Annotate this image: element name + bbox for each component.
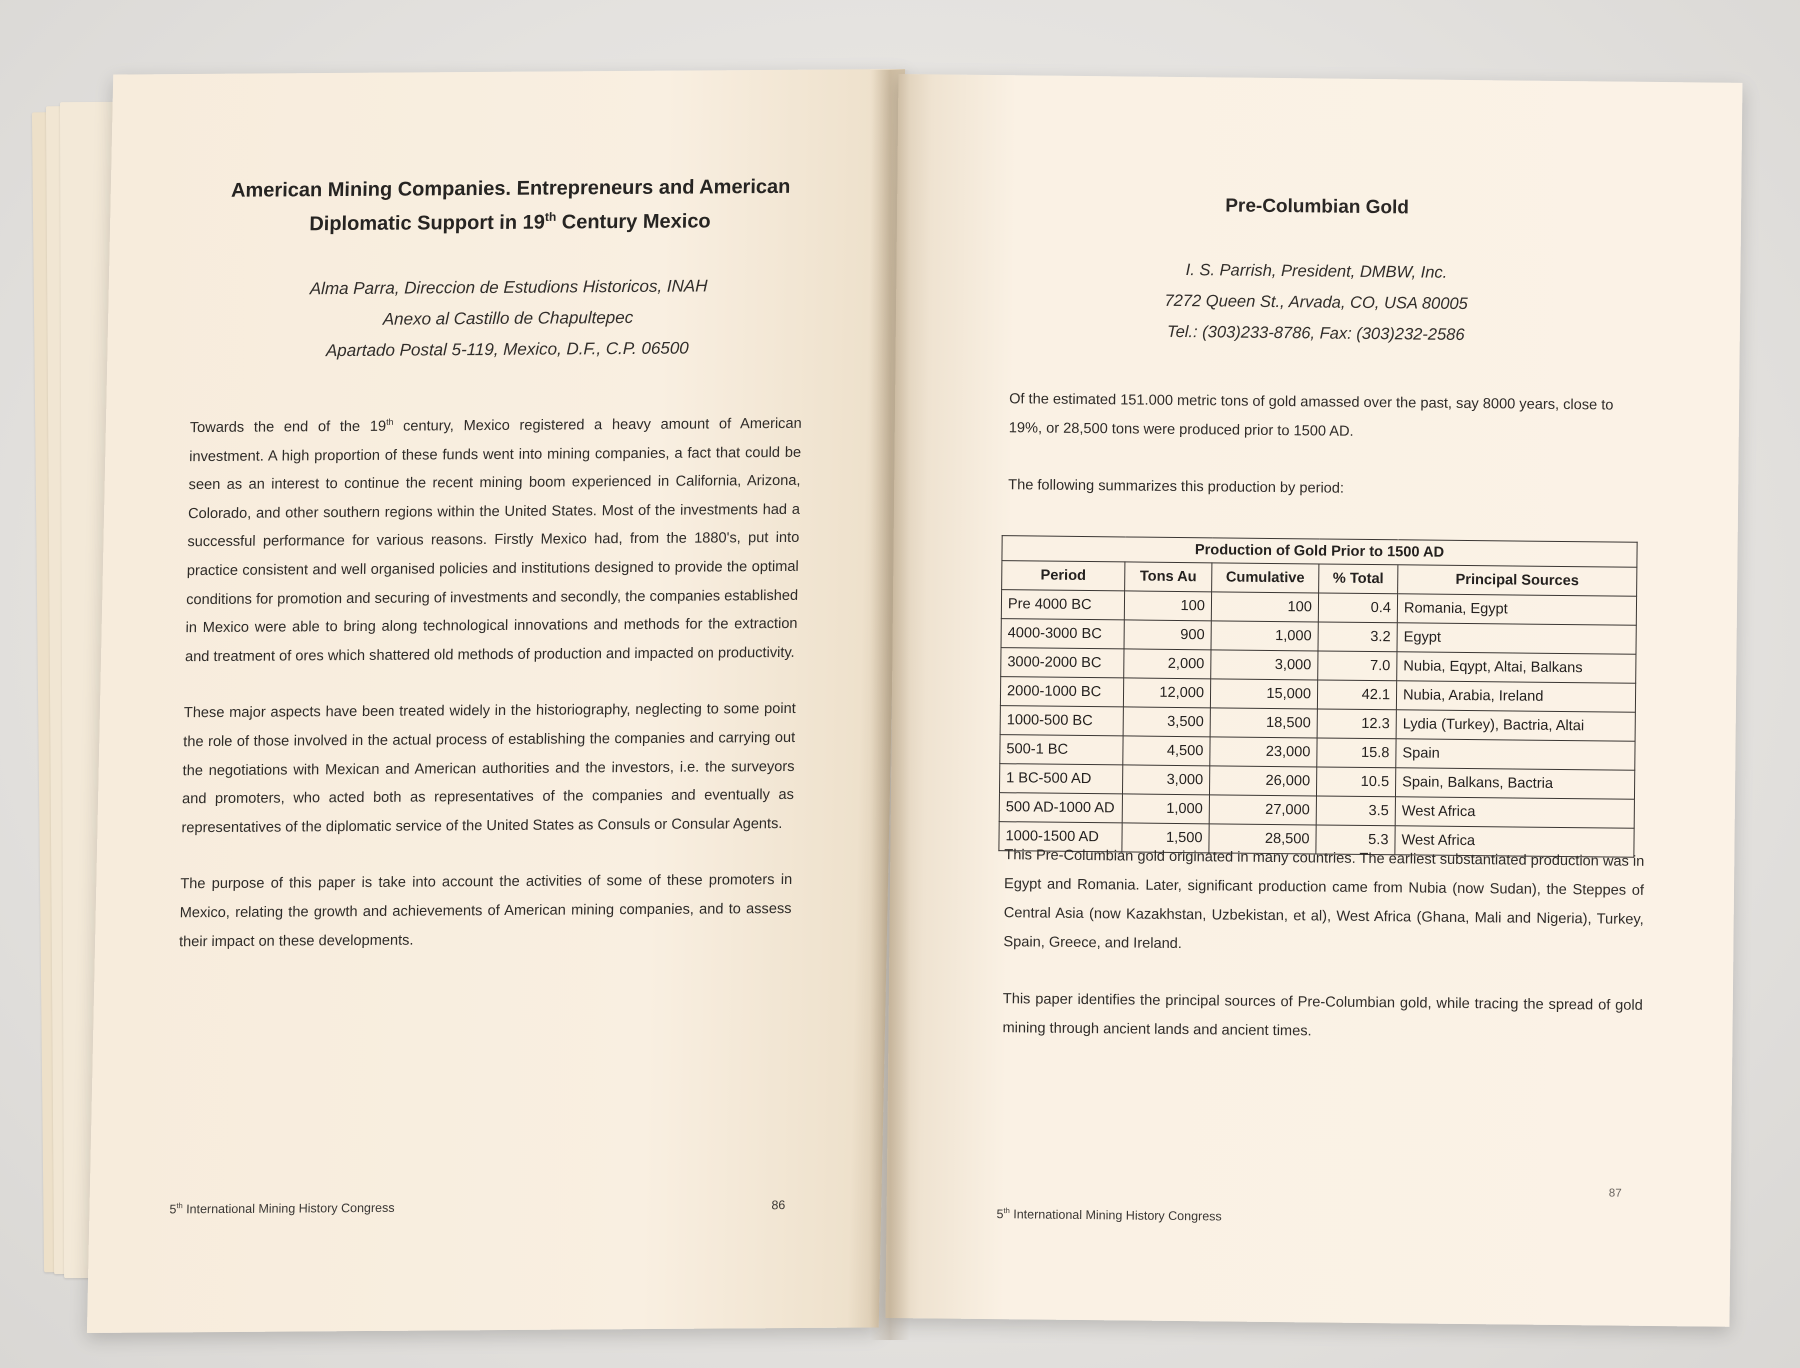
cell-sources: Nubia, Eqypt, Altai, Balkans bbox=[1397, 652, 1636, 684]
cell-tons: 1,000 bbox=[1122, 794, 1209, 824]
cell-percent: 12.3 bbox=[1317, 709, 1396, 739]
column-header-sources: Principal Sources bbox=[1398, 565, 1637, 597]
paper-title: Pre-Columbian Gold bbox=[1225, 195, 1410, 219]
cell-period: 1000-1500 AD bbox=[999, 822, 1122, 852]
cell-percent: 3.2 bbox=[1318, 622, 1397, 652]
cell-tons: 1,500 bbox=[1122, 823, 1209, 853]
footer-superscript: th bbox=[176, 1201, 183, 1211]
cell-cumulative: 27,000 bbox=[1209, 795, 1316, 825]
cell-cumulative: 26,000 bbox=[1209, 766, 1316, 796]
cell-period: Pre 4000 BC bbox=[1001, 590, 1124, 620]
left-page bbox=[87, 69, 905, 1333]
author-line: Tel.: (303)233-8786, Fax: (303)232-2586 bbox=[1166, 322, 1465, 344]
cell-sources: West Africa bbox=[1395, 826, 1634, 858]
page-number: 87 bbox=[1608, 1187, 1622, 1200]
cell-period: 1000-500 BC bbox=[1000, 706, 1123, 736]
paragraph: Of the estimated 151.000 metric tons of gold amassed over the past, say 8000 years, close to 19%, or 28,500 tons were produced prior to 1500 AD. bbox=[1008, 391, 1614, 440]
title-line-2 bbox=[210, 204, 811, 242]
cell-percent: 3.5 bbox=[1316, 796, 1395, 826]
cell-cumulative: 1,000 bbox=[1211, 621, 1318, 651]
title-line-2-rest: Century Mexico bbox=[555, 210, 711, 234]
author-line: I. S. Parrish, President, DMBW, Inc. bbox=[1185, 261, 1448, 282]
author-line: 7272 Queen St., Arvada, CO, USA 80005 bbox=[1164, 291, 1468, 314]
table-caption: Production of Gold Prior to 1500 AD bbox=[1002, 536, 1637, 568]
cell-sources: Lydia (Turkey), Bactria, Altai bbox=[1396, 710, 1635, 742]
cell-percent: 15.8 bbox=[1317, 738, 1396, 768]
intro-text bbox=[1008, 385, 1649, 535]
cell-sources: West Africa bbox=[1395, 797, 1634, 829]
paragraph-text: century, Mexico registered a heavy amount of American investment. A high proportion of these funds went into mining companies, a fact that could be seen as an interest to continue the recent mining boom experienced in California, Arizona, Colorado, and other southern regions within the United States. Most of the investments had a successful performance for various reasons. Firstly Mexico had, from the 1880's, put into practice consistent and well organised policies and institutions designed to provide the optimal conditions for promotion and securing of investments and secondly, the companies established in Mexico were able to bring along technological innovations and methods for the extraction and treatment of ores which shattered old methods of production and impacted on productivity. bbox=[184, 415, 802, 665]
footer-ordinal: 5 bbox=[996, 1207, 1004, 1222]
page-footer bbox=[169, 1198, 800, 1217]
table-body bbox=[999, 590, 1637, 858]
author-line: Apartado Postal 5-119, Mexico, D.F., C.P. 06500 bbox=[325, 338, 689, 361]
right-page bbox=[885, 74, 1742, 1327]
author-line: Anexo al Castillo de Chapultepec bbox=[382, 307, 634, 329]
cell-tons: 4,500 bbox=[1123, 736, 1210, 766]
cell-cumulative: 28,500 bbox=[1209, 824, 1316, 854]
conclusion-text bbox=[1002, 841, 1644, 1078]
cell-period: 3000-2000 BC bbox=[1001, 648, 1124, 678]
cell-tons: 3,500 bbox=[1123, 707, 1210, 737]
paragraph: The purpose of this paper is take into account the activities of some of these promoters in Mexico, relating the growth and achievements of American mining companies, and to assess their impact on these developments. bbox=[178, 872, 793, 950]
cell-period: 1 BC-500 AD bbox=[999, 764, 1122, 794]
cell-percent: 10.5 bbox=[1316, 767, 1395, 797]
title-line-1: American Mining Companies. Entrepreneurs and American bbox=[230, 175, 791, 202]
cell-percent: 7.0 bbox=[1318, 651, 1397, 681]
page-footer bbox=[996, 1187, 1637, 1228]
footer-text: International Mining History Congress bbox=[1009, 1207, 1222, 1224]
paragraph: This Pre-Columbian gold originated in many countries. The earliest substantiated production was in Egypt and Romania. Later, significant production came from Nubia (now Sudan), the Steppes of Central Asia (now Kazakhstan, Uzbekistan, et al), West Africa (Ghana, Mali and Nigeria), Turkey, Spain, Greece, and Ireland. bbox=[1003, 847, 1645, 953]
paper-title bbox=[210, 170, 811, 242]
cell-period: 4000-3000 BC bbox=[1001, 619, 1124, 649]
cell-period: 2000-1000 BC bbox=[1000, 677, 1123, 707]
cell-tons: 3,000 bbox=[1122, 765, 1209, 795]
footer-congress bbox=[169, 1201, 394, 1217]
column-header-percent: % Total bbox=[1319, 564, 1398, 594]
cell-cumulative: 23,000 bbox=[1210, 737, 1317, 767]
cell-percent: 0.4 bbox=[1318, 593, 1397, 623]
cell-cumulative: 3,000 bbox=[1211, 650, 1318, 680]
cell-cumulative: 15,000 bbox=[1210, 679, 1317, 709]
cell-sources: Spain bbox=[1396, 739, 1635, 771]
cell-cumulative: 100 bbox=[1211, 592, 1318, 622]
cell-period: 500-1 BC bbox=[1000, 735, 1123, 765]
column-header-tons: Tons Au bbox=[1125, 562, 1212, 592]
cell-sources: Nubia, Arabia, Ireland bbox=[1396, 681, 1635, 713]
cell-period: 500 AD-1000 AD bbox=[999, 793, 1122, 823]
gold-production-table bbox=[998, 535, 1637, 858]
cell-sources: Spain, Balkans, Bactria bbox=[1395, 768, 1634, 800]
column-header-period: Period bbox=[1002, 561, 1125, 591]
paragraph: The following summarizes this production by period: bbox=[1008, 477, 1345, 497]
cell-tons: 900 bbox=[1124, 620, 1211, 650]
cell-percent: 42.1 bbox=[1317, 680, 1396, 710]
footer-superscript: th bbox=[1003, 1206, 1010, 1216]
cell-tons: 100 bbox=[1124, 591, 1211, 621]
footer-ordinal: 5 bbox=[169, 1202, 177, 1217]
cell-tons: 2,000 bbox=[1124, 649, 1211, 679]
cell-tons: 12,000 bbox=[1123, 678, 1210, 708]
cell-sources: Egypt bbox=[1397, 623, 1636, 655]
cell-sources: Romania, Egypt bbox=[1397, 594, 1636, 626]
title-line-2-text: Diplomatic Support in 19 bbox=[309, 211, 546, 236]
footer-congress bbox=[997, 1207, 1222, 1223]
body-text bbox=[178, 410, 802, 985]
author-line: Alma Parra, Direccion de Estudions Historicos, INAH bbox=[309, 276, 708, 299]
page-number: 86 bbox=[771, 1198, 786, 1213]
cell-percent: 5.3 bbox=[1316, 825, 1395, 855]
cell-cumulative: 18,500 bbox=[1210, 708, 1317, 738]
title-superscript: th bbox=[544, 209, 557, 224]
author-block bbox=[966, 253, 1667, 353]
footer-text: International Mining History Congress bbox=[182, 1200, 395, 1217]
paragraph: This paper identifies the principal sources of Pre-Columbian gold, while tracing the spread of gold mining through ancient lands and ancient times. bbox=[1002, 991, 1643, 1040]
author-block bbox=[237, 270, 779, 367]
paragraph-text: Towards the end of the 19 bbox=[189, 418, 387, 437]
column-header-cumulative: Cumulative bbox=[1212, 563, 1319, 593]
superscript: th bbox=[386, 416, 394, 427]
paragraph bbox=[185, 410, 802, 672]
paragraph: These major aspects have been treated widely in the historiography, neglecting to some point the role of those involved in the actual process of establishing the companies and carrying out the negotiations with Mexican and American authorities and the investors, i.e. the surveyors and promoters, who acted both as representatives of the companies and eventually as representatives of the diplomatic service of the United States as Consuls or Consular Agents. bbox=[181, 701, 796, 836]
